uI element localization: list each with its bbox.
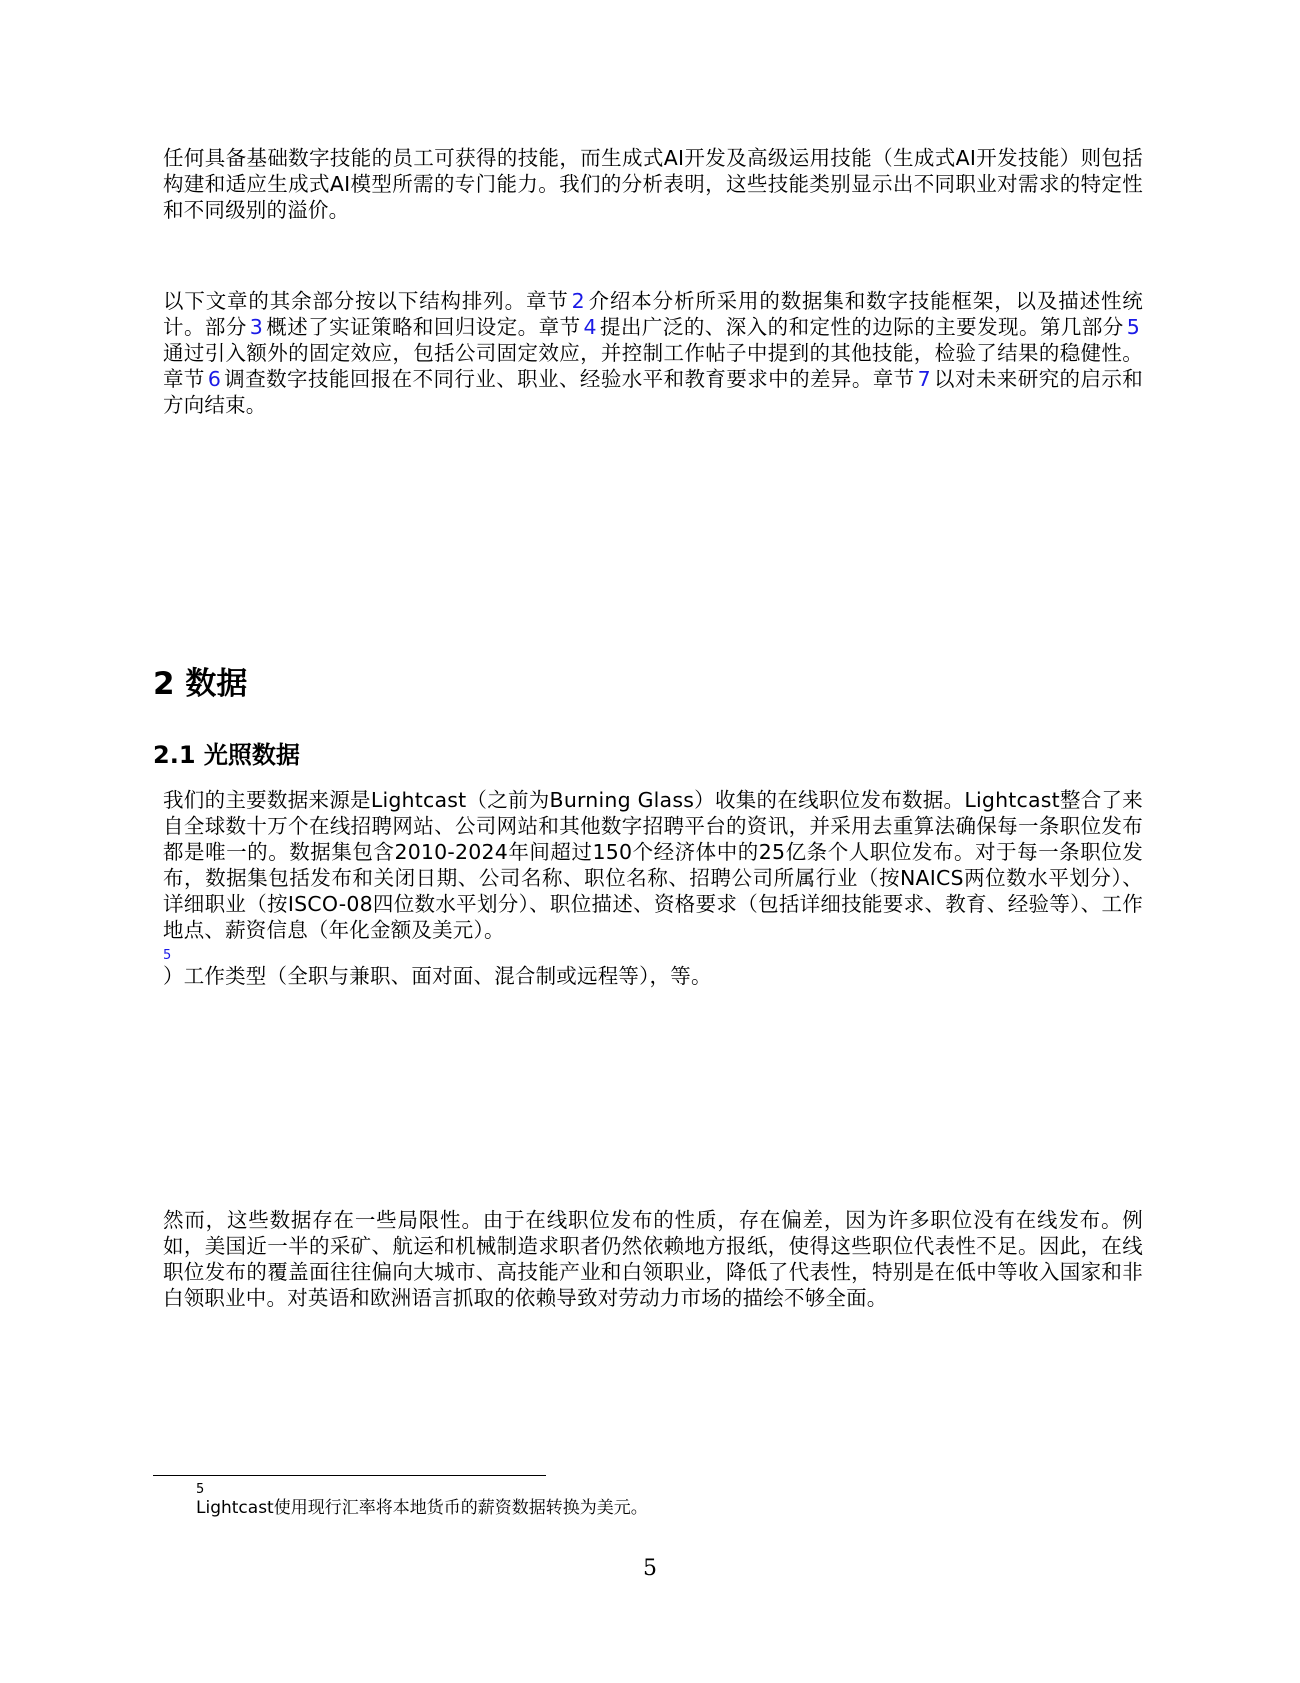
section-heading: 2 数据: [153, 666, 248, 702]
data-paragraph: 我们的主要数据来源是Lightcast（之前为Burning Glass）收集的在线职位发布数据。Lightcast整合了来自全球数十万个在线招聘网站、公司网站和其他数字招聘平台的资讯，并采用去重算法确保每一条职位发布都是唯一的。数据集包含2010-2024年间超过150个经济体中的25亿条个人职位发布。对于每一条职位发布，数据集包括发布和关闭日期、公司名称、职位名称、招聘公司所属行业（按NAICS两位数水平划分）、详细职业（按ISCO-08四位数水平划分）、职位描述、资格要求（包括详细技能要求、教育、经验等）、工作地点、薪资信息（年化金额及美元）。: [163, 788, 1143, 942]
structure-text-5: 通过引入额外的固定效应，包括公司固定效应，并控制工作帖子中提到的其他技能，检验了结果的稳健性。章节: [163, 341, 1143, 391]
footnote-text: Lightcast使用现行汇率将本地货币的薪资数据转换为美元。: [196, 1498, 648, 1518]
structure-text-7: 以对未来研究的启示和方向结束。: [163, 367, 1143, 417]
section-ref-link[interactable]: 5: [1126, 315, 1140, 339]
structure-paragraph: [163, 288, 1143, 418]
structure-text-2: 介绍本分析所采用的数据集和数字技能框架，以及描述性统计。部分: [163, 289, 1143, 339]
intro-paragraph: 任何具备基础数字技能的员工可获得的技能，而生成式AI开发及高级运用技能（生成式AI开发技能）则包括构建和适应生成式AI模型所需的专门能力。我们的分析表明，这些技能类别显示出不同职业对需求的特定性和不同级别的溢价。: [163, 146, 1143, 222]
section-ref-link[interactable]: 3: [249, 315, 264, 339]
subsection-heading: 2.1 光照数据: [153, 741, 300, 769]
section-ref-link[interactable]: 2: [571, 289, 585, 313]
page-number: 5: [643, 1556, 657, 1581]
footnote-number: 5: [196, 1482, 205, 1497]
data-paragraph-continuation: ）工作类型（全职与兼职、面对面、混合制或远程等），等。: [163, 964, 712, 988]
section-ref-link[interactable]: 7: [917, 367, 931, 391]
structure-text-1: 以下文章的其余部分按以下结构排列。章节: [163, 289, 569, 313]
section-ref-link[interactable]: 6: [207, 367, 222, 391]
structure-text-4: 提出广泛的、深入的和定性的边际的主要发现。第几部分: [599, 315, 1124, 339]
footnote-divider: [153, 1475, 546, 1476]
limitations-paragraph: 然而，这些数据存在一些局限性。由于在线职位发布的性质，存在偏差，因为许多职位没有在线发布。例如，美国近一半的采矿、航运和机械制造求职者仍然依赖地方报纸，使得这些职位代表性不足。因此，在线职位发布的覆盖面往往偏向大城市、高技能产业和白领职业，降低了代表性，特别是在低中等收入国家和非白领职业中。对英语和欧洲语言抓取的依赖导致对劳动力市场的描绘不够全面。: [163, 1208, 1143, 1310]
structure-text-6: 调查数字技能回报在不同行业、职业、经验水平和教育要求中的差异。章节: [224, 367, 915, 391]
footnote-marker-link[interactable]: 5: [163, 948, 172, 963]
structure-text-3: 概述了实证策略和回归设定。章节: [266, 315, 581, 339]
section-ref-link[interactable]: 4: [583, 315, 597, 339]
